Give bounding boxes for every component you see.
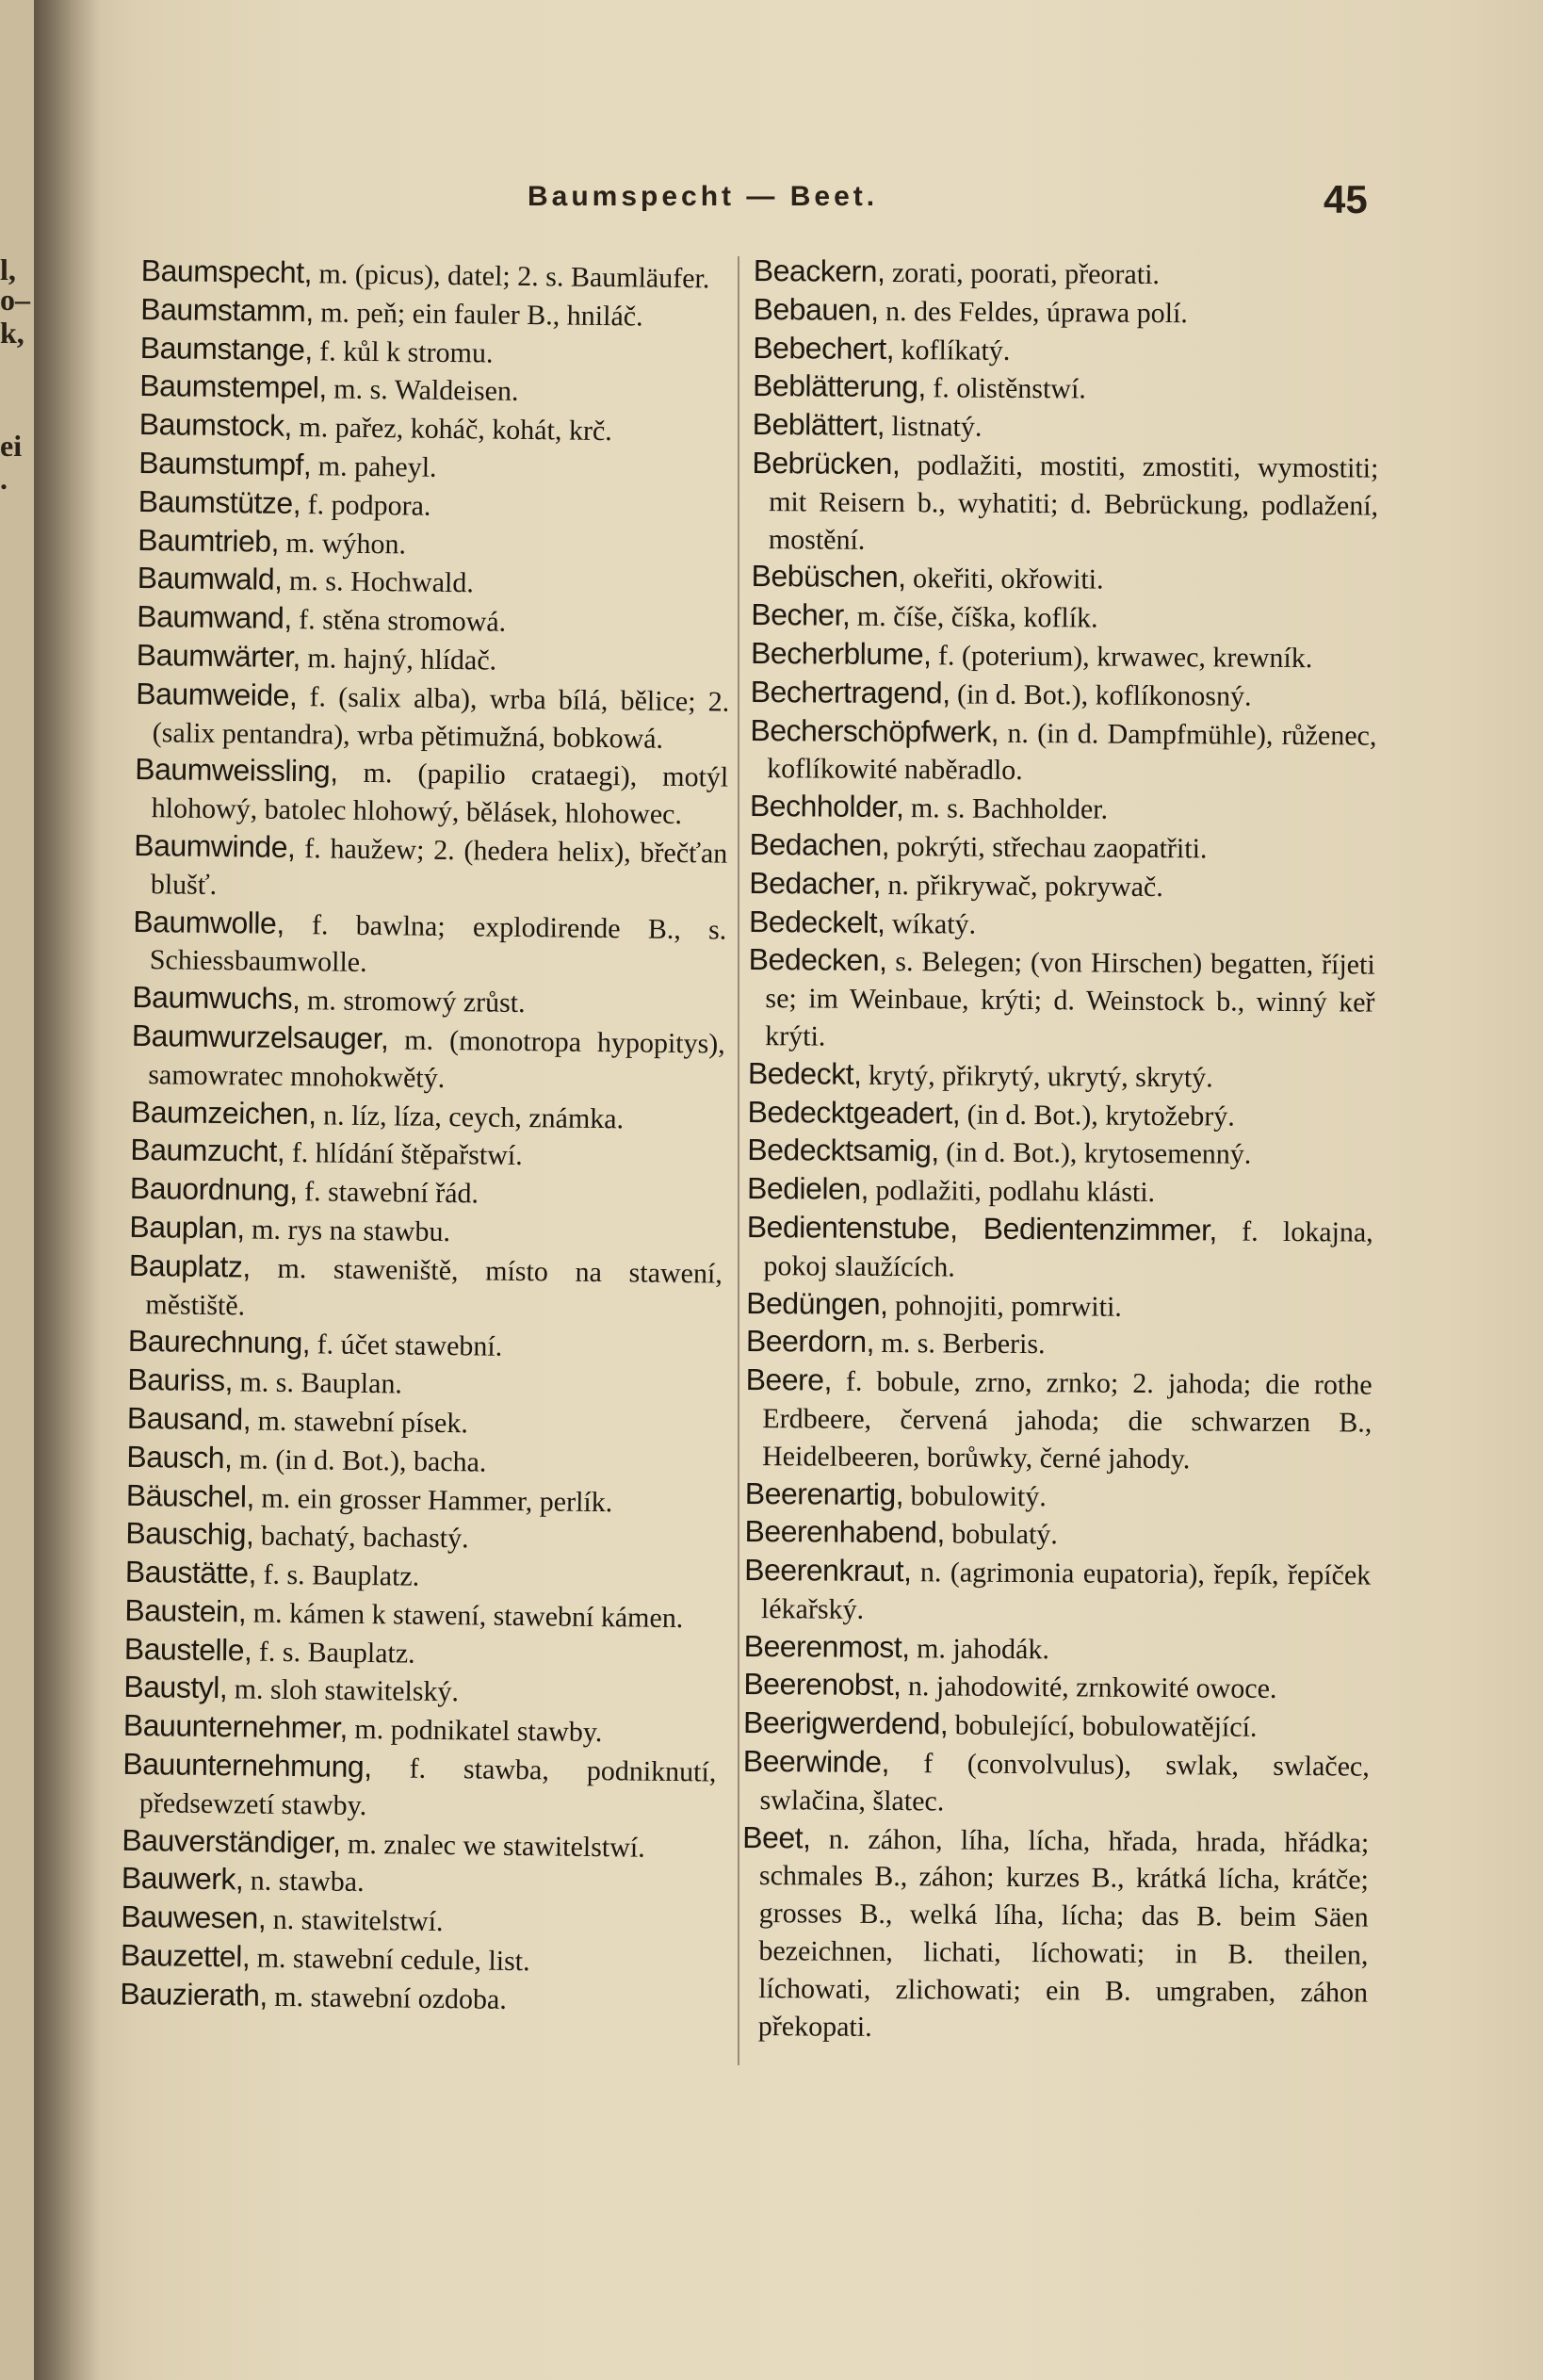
entry-definition: m. pařez, koháč, kohát, krč. bbox=[299, 412, 612, 448]
entry-headword: Becherblume, bbox=[750, 635, 932, 672]
entry-headword: Baumzeichen, bbox=[130, 1094, 317, 1131]
entry-headword: Beere, bbox=[745, 1362, 833, 1397]
entry-headword: Beerenmost, bbox=[743, 1628, 910, 1664]
page-number: 45 bbox=[1324, 177, 1368, 221]
entry-headword: Beerwinde, bbox=[742, 1744, 890, 1780]
entry-headword: Bechholder, bbox=[749, 789, 904, 824]
dictionary-entry bbox=[751, 596, 1377, 639]
dictionary-entry bbox=[744, 1552, 1372, 1632]
entry-definition: f. kůl k stromu. bbox=[319, 334, 494, 369]
entry-definition: bachatý, bachastý. bbox=[260, 1520, 469, 1555]
entry-definition: f. stěna stromowá. bbox=[299, 604, 507, 638]
dictionary-entry bbox=[135, 751, 729, 834]
entry-definition: m. paheyl. bbox=[317, 450, 437, 483]
entry-headword: Bausch, bbox=[126, 1439, 233, 1475]
entry-definition: m. stawební ozdoba. bbox=[274, 1981, 508, 2015]
entry-headword: Baumwolle, bbox=[133, 904, 284, 940]
entry-definition: m. sloh stawitelský. bbox=[234, 1673, 460, 1708]
dictionary-entry bbox=[750, 788, 1376, 830]
entry-headword: Baustätte, bbox=[124, 1554, 257, 1590]
entry-headword: Bauriss, bbox=[127, 1362, 234, 1398]
entry-definition: m. peň; ein fauler B., hniláč. bbox=[320, 297, 643, 333]
dictionary-entry bbox=[127, 1400, 721, 1445]
dictionary-entry bbox=[131, 1018, 725, 1100]
prev-page-fragment: o– bbox=[0, 283, 30, 317]
entry-definition: m. jahodák. bbox=[916, 1632, 1050, 1665]
entry-definition: s. Belegen; (von Hirschen) begatten, říjeti se; im Weinbaue, krýti; d. Weinstock b., winný keř krýti. bbox=[765, 946, 1375, 1052]
entry-headword: Bauschig, bbox=[125, 1516, 254, 1552]
entry-headword: Baumzucht, bbox=[130, 1133, 285, 1169]
dictionary-entry bbox=[750, 712, 1377, 792]
entry-headword: Bedacher, bbox=[749, 865, 882, 901]
entry-definition: f. hlídání štěpařstwí. bbox=[291, 1137, 523, 1172]
entry-headword: Bebüschen, bbox=[751, 559, 906, 595]
binding-shadow bbox=[34, 0, 100, 2380]
dictionary-entry bbox=[754, 253, 1380, 295]
dictionary-entry bbox=[746, 1209, 1373, 1289]
entry-headword: Bauunternehmer, bbox=[122, 1708, 349, 1746]
entry-definition: m. rys na stawbu. bbox=[251, 1214, 451, 1248]
entry-headword: Beackern, bbox=[753, 253, 885, 288]
dictionary-entry bbox=[743, 1666, 1370, 1708]
entry-headword: Bedecktgeadert, bbox=[747, 1094, 961, 1131]
entry-definition: wíkatý. bbox=[891, 907, 977, 940]
dictionary-entry bbox=[120, 1976, 713, 2021]
entry-headword: Bausand, bbox=[126, 1400, 252, 1437]
dictionary-entry bbox=[751, 635, 1377, 677]
entry-definition: m. stromowý zrůst. bbox=[306, 985, 526, 1019]
entry-headword: Baumspecht, bbox=[140, 253, 313, 290]
entry-headword: Beerenkraut, bbox=[744, 1553, 912, 1589]
dictionary-entry bbox=[133, 903, 727, 986]
dictionary-entry bbox=[126, 1439, 720, 1484]
dictionary-entry bbox=[751, 674, 1377, 716]
entry-headword: Baumwurzelsauger, bbox=[131, 1018, 389, 1056]
entry-definition: n. stawba. bbox=[250, 1866, 365, 1899]
entry-headword: Baumwald, bbox=[137, 561, 283, 597]
entry-definition: n. líz, líza, ceych, známka. bbox=[322, 1099, 625, 1134]
column-divider bbox=[738, 256, 739, 2065]
entry-headword: Bedüngen, bbox=[746, 1285, 888, 1321]
entry-definition: m. podnikatel stawby. bbox=[354, 1714, 603, 1749]
entry-headword: Baumweissling, bbox=[135, 752, 338, 789]
dictionary-entry bbox=[746, 1284, 1372, 1327]
entry-headword: Baumstock, bbox=[138, 407, 293, 444]
dictionary-entry bbox=[751, 558, 1377, 600]
entry-definition: m. stawební cedule, list. bbox=[256, 1942, 530, 1978]
entry-definition: n. jahodowité, zrnkowité owoce. bbox=[907, 1671, 1277, 1705]
entry-definition: m. s. Bauplan. bbox=[239, 1366, 403, 1400]
entry-headword: Baumwinde, bbox=[134, 827, 296, 864]
entry-definition: m. (monotropa hypopitys), samowratec mnohokwětý. bbox=[148, 1024, 726, 1094]
dictionary-entry bbox=[134, 827, 728, 910]
entry-definition: n. (in d. Dampfmühle), růženec, koflíkowité naběradlo. bbox=[767, 717, 1377, 787]
entry-headword: Bauzierath, bbox=[120, 1976, 268, 2013]
entry-headword: Bechertragend, bbox=[750, 674, 950, 710]
entry-headword: Baumstempel, bbox=[139, 368, 328, 405]
entry-definition: m. hajný, hlídač. bbox=[307, 643, 497, 677]
entry-definition: f (convolvulus), swlak, swlačec, swlačina, šlatec. bbox=[759, 1748, 1370, 1818]
right-column bbox=[741, 253, 1380, 2049]
entry-headword: Beerigwerdend, bbox=[742, 1705, 949, 1741]
entry-definition: f. bobule, zrno, zrnko; 2. jahoda; die rothe Erdbeere, červená jahoda; die schwarzen B., Heidelbeeren, borůwky, černé jahody. bbox=[761, 1365, 1372, 1475]
entry-definition: pohnojiti, pomrwiti. bbox=[894, 1289, 1122, 1323]
entry-headword: Becherschöpfwerk, bbox=[750, 712, 999, 749]
prev-page-fragment: k, bbox=[0, 316, 24, 350]
entry-headword: Bedientenstube, Bedientenzimmer, bbox=[746, 1209, 1218, 1247]
prev-page-fragment: ei bbox=[0, 429, 23, 463]
entry-headword: Bauzettel, bbox=[120, 1937, 251, 1974]
dictionary-entry bbox=[748, 941, 1375, 1059]
entry-headword: Baumtrieb, bbox=[138, 522, 280, 559]
dictionary-entry bbox=[744, 1513, 1371, 1556]
dictionary-entry bbox=[747, 1132, 1373, 1174]
entry-definition: m. staweniště, místo na stawení, městiště. bbox=[145, 1252, 723, 1321]
entry-headword: Bedeckelt, bbox=[748, 904, 885, 939]
entry-headword: Baumwuchs, bbox=[132, 980, 300, 1017]
entry-definition: podlažiti, podlahu klásti. bbox=[875, 1175, 1156, 1209]
entry-definition: m. stawební písek. bbox=[257, 1405, 469, 1440]
entry-headword: Bebauen, bbox=[753, 291, 879, 327]
entry-headword: Bedecktsamig, bbox=[747, 1133, 939, 1168]
entry-definition: f. (poterium), krwawec, krewník. bbox=[937, 640, 1313, 675]
entry-headword: Baumweide, bbox=[136, 676, 298, 712]
entry-headword: Bauordnung, bbox=[129, 1171, 298, 1208]
dictionary-entry bbox=[140, 291, 734, 336]
dictionary-entry bbox=[136, 676, 730, 758]
entry-headword: Baumwand, bbox=[137, 599, 292, 636]
dictionary-entry bbox=[128, 1247, 723, 1330]
entry-definition: f. stawební řád. bbox=[303, 1176, 479, 1210]
dictionary-entry bbox=[744, 1628, 1371, 1671]
dictionary-entry bbox=[742, 1743, 1370, 1823]
dictionary-entry bbox=[752, 445, 1379, 562]
entry-headword: Bauwesen, bbox=[121, 1899, 267, 1936]
dictionary-entry bbox=[747, 1170, 1373, 1213]
entry-definition: bobulatý. bbox=[951, 1518, 1058, 1551]
entry-headword: Beerenhabend, bbox=[744, 1514, 946, 1550]
dictionary-entry bbox=[745, 1361, 1372, 1479]
running-head: Baumspecht — Beet. bbox=[528, 181, 879, 212]
dictionary-entry bbox=[753, 406, 1379, 448]
entry-headword: Baumstütze, bbox=[138, 483, 301, 520]
entry-headword: Baumwärter, bbox=[136, 637, 301, 675]
entry-definition: f. lokajna, pokoj slaužících. bbox=[763, 1215, 1373, 1283]
entry-headword: Bauunternehmung, bbox=[122, 1746, 372, 1785]
entry-definition: (in d. Bot.), koflíkonosný. bbox=[956, 678, 1252, 712]
entry-headword: Bauplan, bbox=[129, 1209, 245, 1246]
entry-headword: Bedachen, bbox=[749, 826, 890, 862]
dictionary-entry bbox=[749, 826, 1375, 869]
entry-definition: m. ein grosser Hammer, perlík. bbox=[261, 1482, 613, 1518]
dictionary-entry bbox=[753, 367, 1379, 410]
entry-headword: Baumstamm, bbox=[140, 291, 314, 329]
entry-definition: koflíkatý. bbox=[901, 334, 1011, 367]
entry-definition: n. (agrimonia eupatoria), řepík, řepíček lékařský. bbox=[760, 1557, 1372, 1625]
entry-headword: Beerenobst, bbox=[743, 1667, 901, 1703]
dictionary-entry bbox=[749, 865, 1375, 907]
entry-headword: Bäuschel, bbox=[125, 1477, 255, 1514]
dictionary-entry bbox=[124, 1592, 718, 1638]
entry-definition: n. záhon, líha, lícha, hřada, hrada, hřádka; schmales B., záhon; kurzes B., krátká lícha, krátče; grosses B., welká líha, lícha; das B. beim Säen bezeichnen, lichati, líchowati; in B. theilen, líchowati, zlichowati; ein B. umgraben, záhon překopati. bbox=[757, 1823, 1370, 2043]
entry-definition: podlažiti, mostiti, zmostiti, wymostiti; mit Reisern b., wyhatiti; d. Bebrückung, podlažení, mostění. bbox=[768, 449, 1379, 556]
entry-definition: m. znalec we stawitelstwí. bbox=[347, 1828, 645, 1864]
entry-headword: Bedecken, bbox=[748, 942, 887, 978]
entry-definition: f. stawba, podniknutí, předsewzetí stawby. bbox=[138, 1752, 717, 1821]
entry-definition: m. wýhon. bbox=[285, 527, 407, 561]
entry-definition: krytý, přikrytý, ukrytý, skrytý. bbox=[868, 1059, 1213, 1094]
entry-definition: f. podpora. bbox=[307, 488, 431, 522]
entry-definition: f. haužew; 2. (hedera helix), břečťan blušť. bbox=[150, 833, 728, 901]
dictionary-entry bbox=[745, 1475, 1372, 1517]
entry-definition: n. stawitelstwí. bbox=[272, 1904, 444, 1938]
entry-definition: m. kámen k stawení, stawební kámen. bbox=[252, 1597, 684, 1635]
entry-headword: Bedielen, bbox=[746, 1171, 869, 1207]
entry-headword: Baumstumpf, bbox=[138, 445, 312, 482]
dictionary-entry bbox=[753, 330, 1379, 372]
entry-definition: listnatý. bbox=[891, 411, 983, 443]
entry-headword: Bauwerk, bbox=[121, 1861, 244, 1897]
entry-definition: m. s. Bachholder. bbox=[910, 792, 1109, 825]
entry-definition: f. s. Bauplatz. bbox=[263, 1558, 420, 1592]
entry-headword: Bedeckt, bbox=[747, 1055, 862, 1091]
entry-headword: Beet, bbox=[742, 1819, 811, 1855]
entry-headword: Baustyl, bbox=[123, 1670, 228, 1705]
entry-definition: (in d. Bot.), krytosemenný. bbox=[946, 1136, 1252, 1171]
entry-definition: m. (papilio crataegi), motýl hlohowý, batolec hlohowý, bělásek, hlohowec. bbox=[151, 758, 729, 831]
entry-definition: m. číše, číška, koflík. bbox=[856, 600, 1098, 634]
entry-definition: m. s. Berberis. bbox=[881, 1328, 1046, 1361]
prev-page-fragment: . bbox=[0, 462, 8, 496]
entry-headword: Bauplatz, bbox=[128, 1247, 252, 1284]
dictionary-entry bbox=[746, 1323, 1372, 1365]
entry-definition: n. přikrywač, pokrywač. bbox=[887, 869, 1163, 903]
entry-definition: pokrýti, střechau zaopatřiti. bbox=[896, 831, 1208, 865]
dictionary-entry bbox=[749, 904, 1375, 946]
dictionary-entry bbox=[747, 1094, 1373, 1136]
entry-definition: zorati, poorati, přeorati. bbox=[891, 257, 1161, 291]
dictionary-entry bbox=[138, 483, 732, 529]
dictionary-entry bbox=[741, 1819, 1370, 2049]
entry-definition: f. s. Bauplatz. bbox=[258, 1636, 415, 1670]
entry-headword: Bauverständiger, bbox=[122, 1822, 341, 1860]
entry-definition: okeřiti, okřowiti. bbox=[912, 562, 1104, 595]
entry-headword: Beblätterung, bbox=[752, 368, 926, 404]
entry-definition: m. (picus), datel; 2. s. Baumläufer. bbox=[318, 258, 710, 295]
entry-headword: Baumstange, bbox=[139, 330, 314, 367]
entry-definition: f. (salix alba), wrba bílá, bělice; 2. (salix pentandra), wrba pětimužná, bobkowá. bbox=[152, 680, 730, 755]
entry-definition: bobulející, bobulowatějící. bbox=[954, 1709, 1258, 1744]
entry-definition: m. s. Waldeisen. bbox=[333, 373, 519, 408]
entry-definition: bobulowitý. bbox=[910, 1479, 1047, 1512]
entry-headword: Beerdorn, bbox=[745, 1324, 875, 1360]
entry-definition: (in d. Bot.), krytožebrý. bbox=[966, 1099, 1235, 1133]
entry-headword: Bebechert, bbox=[753, 330, 895, 366]
left-column bbox=[120, 253, 735, 2021]
entry-headword: Becher, bbox=[751, 597, 851, 632]
dictionary-entry bbox=[753, 291, 1379, 334]
entry-definition: f. olistěnstwí. bbox=[933, 372, 1086, 405]
entry-headword: Beerenartig, bbox=[744, 1475, 904, 1511]
entry-definition: m. s. Hochwald. bbox=[288, 565, 475, 599]
entry-headword: Bebrücken, bbox=[752, 445, 901, 481]
previous-page-edge bbox=[0, 0, 34, 2380]
entry-definition: m. (in d. Bot.), bacha. bbox=[238, 1443, 487, 1478]
dictionary-entry bbox=[743, 1704, 1370, 1747]
prev-page-fragment: l, bbox=[0, 253, 16, 286]
entry-definition: f. účet stawební. bbox=[317, 1329, 503, 1363]
dictionary-entry bbox=[122, 1746, 717, 1829]
entry-headword: Baustein, bbox=[124, 1592, 247, 1629]
entry-definition: n. des Feldes, úprawa polí. bbox=[885, 295, 1188, 330]
entry-definition: f. bawlna; explodirende B., s. Schiessbaumwolle. bbox=[149, 908, 727, 979]
entry-headword: Baustelle, bbox=[123, 1631, 252, 1668]
entry-headword: Baurechnung, bbox=[127, 1324, 311, 1361]
entry-headword: Beblättert, bbox=[752, 407, 885, 443]
dictionary-entry bbox=[748, 1055, 1374, 1098]
